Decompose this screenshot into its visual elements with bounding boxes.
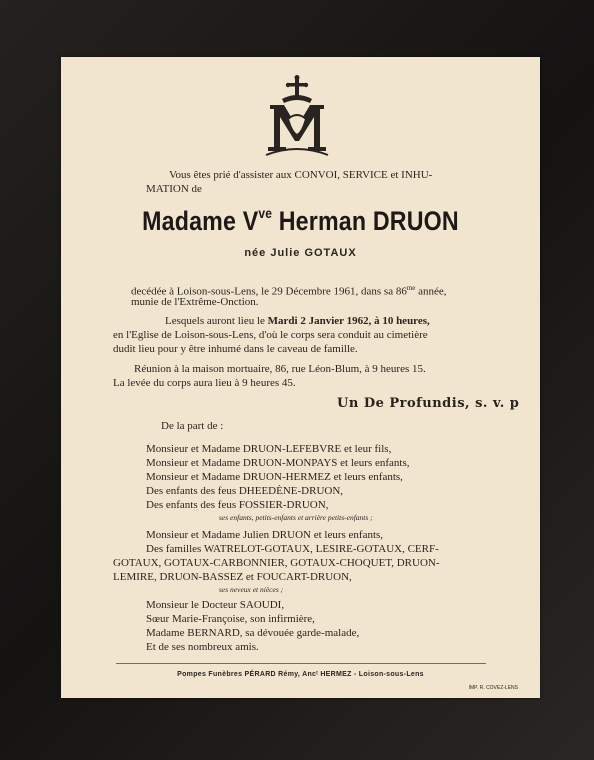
family-line: Et de ses nombreux amis. — [146, 641, 259, 653]
relation-note-nephews: ses neveux et nièces ; — [219, 585, 284, 594]
family-line: Des enfants des feus FOSSIER-DRUON, — [146, 499, 329, 511]
family-line: Monsieur le Docteur SAOUDI, — [146, 599, 285, 611]
prayer-request: Un De Profundis, s. v. p — [337, 396, 520, 411]
funeral-notice-page — [61, 57, 540, 698]
family-line: LEMIRE, DRUON-BASSEZ et FOUCART-DRUON, — [113, 571, 352, 583]
marian-monogram-emblem — [264, 75, 330, 157]
invitation-line-2: MATION de — [146, 183, 202, 195]
family-line: Monsieur et Madame DRUON-LEFEBVRE et leur fils, — [146, 443, 392, 455]
maiden-name: née Julie GOTAUX — [244, 247, 357, 259]
funeral-line-3: dudit lieu pour y être inhumé dans le caveau de famille. — [113, 343, 358, 355]
deceased-name: Madame $V^{ve}$ Herman DRUON — [142, 205, 459, 236]
printer-credit: IMP. R. COVEZ-LENS — [468, 685, 518, 691]
funeral-home-footer: Pompes Funèbres PÉRARD Rémy, Ancᵗ HERMEZ - Loison-sous-Lens — [177, 671, 424, 678]
invitation-line-1: Vous êtes prié d'assister aux CONVOI, SERVICE et INHU- — [169, 169, 433, 181]
family-line: GOTAUX, GOTAUX-CARBONNIER, GOTAUX-CHOQUET, DRUON- — [113, 557, 440, 569]
meeting-line-2: La levée du corps aura lieu à 9 heures 45. — [113, 377, 296, 389]
funeral-line-2: en l'Eglise de Loison-sous-Lens, d'où le corps sera conduit au cimetière — [113, 329, 428, 341]
meeting-line-1: Réunion à la maison mortuaire, 86, rue Léon-Blum, à 9 heures 15. — [134, 363, 426, 375]
family-line: Madame BERNARD, sa dévouée garde-malade, — [146, 627, 360, 639]
death-line-2: munie de l'Extrême-Onction. — [131, 296, 259, 308]
family-line: Des enfants des feus DHEEDÈNE-DRUON, — [146, 485, 344, 497]
footer-divider — [116, 663, 486, 664]
from-label: De la part de : — [161, 420, 224, 432]
relation-note-children: ses enfants, petits-enfants et arrière petits-enfants ; — [219, 513, 373, 522]
family-line: Monsieur et Madame DRUON-HERMEZ et leurs enfants, — [146, 471, 403, 483]
family-line: Monsieur et Madame Julien DRUON et leurs enfants, — [146, 529, 384, 541]
family-line: Monsieur et Madame DRUON-MONPAYS et leurs enfants, — [146, 457, 410, 469]
funeral-line-1: Lesquels auront lieu le Mardi 2 Janvier 1962, à 10 heures, — [165, 315, 430, 327]
death-line-1: decédée à Loison-sous-Lens, le 29 Décembre 1961, dans sa $86^{me}$ année, — [131, 284, 447, 298]
family-line: Des familles WATRELOT-GOTAUX, LESIRE-GOTAUX, CERF- — [146, 543, 439, 555]
family-line: Sœur Marie-Françoise, son infirmière, — [146, 613, 315, 625]
